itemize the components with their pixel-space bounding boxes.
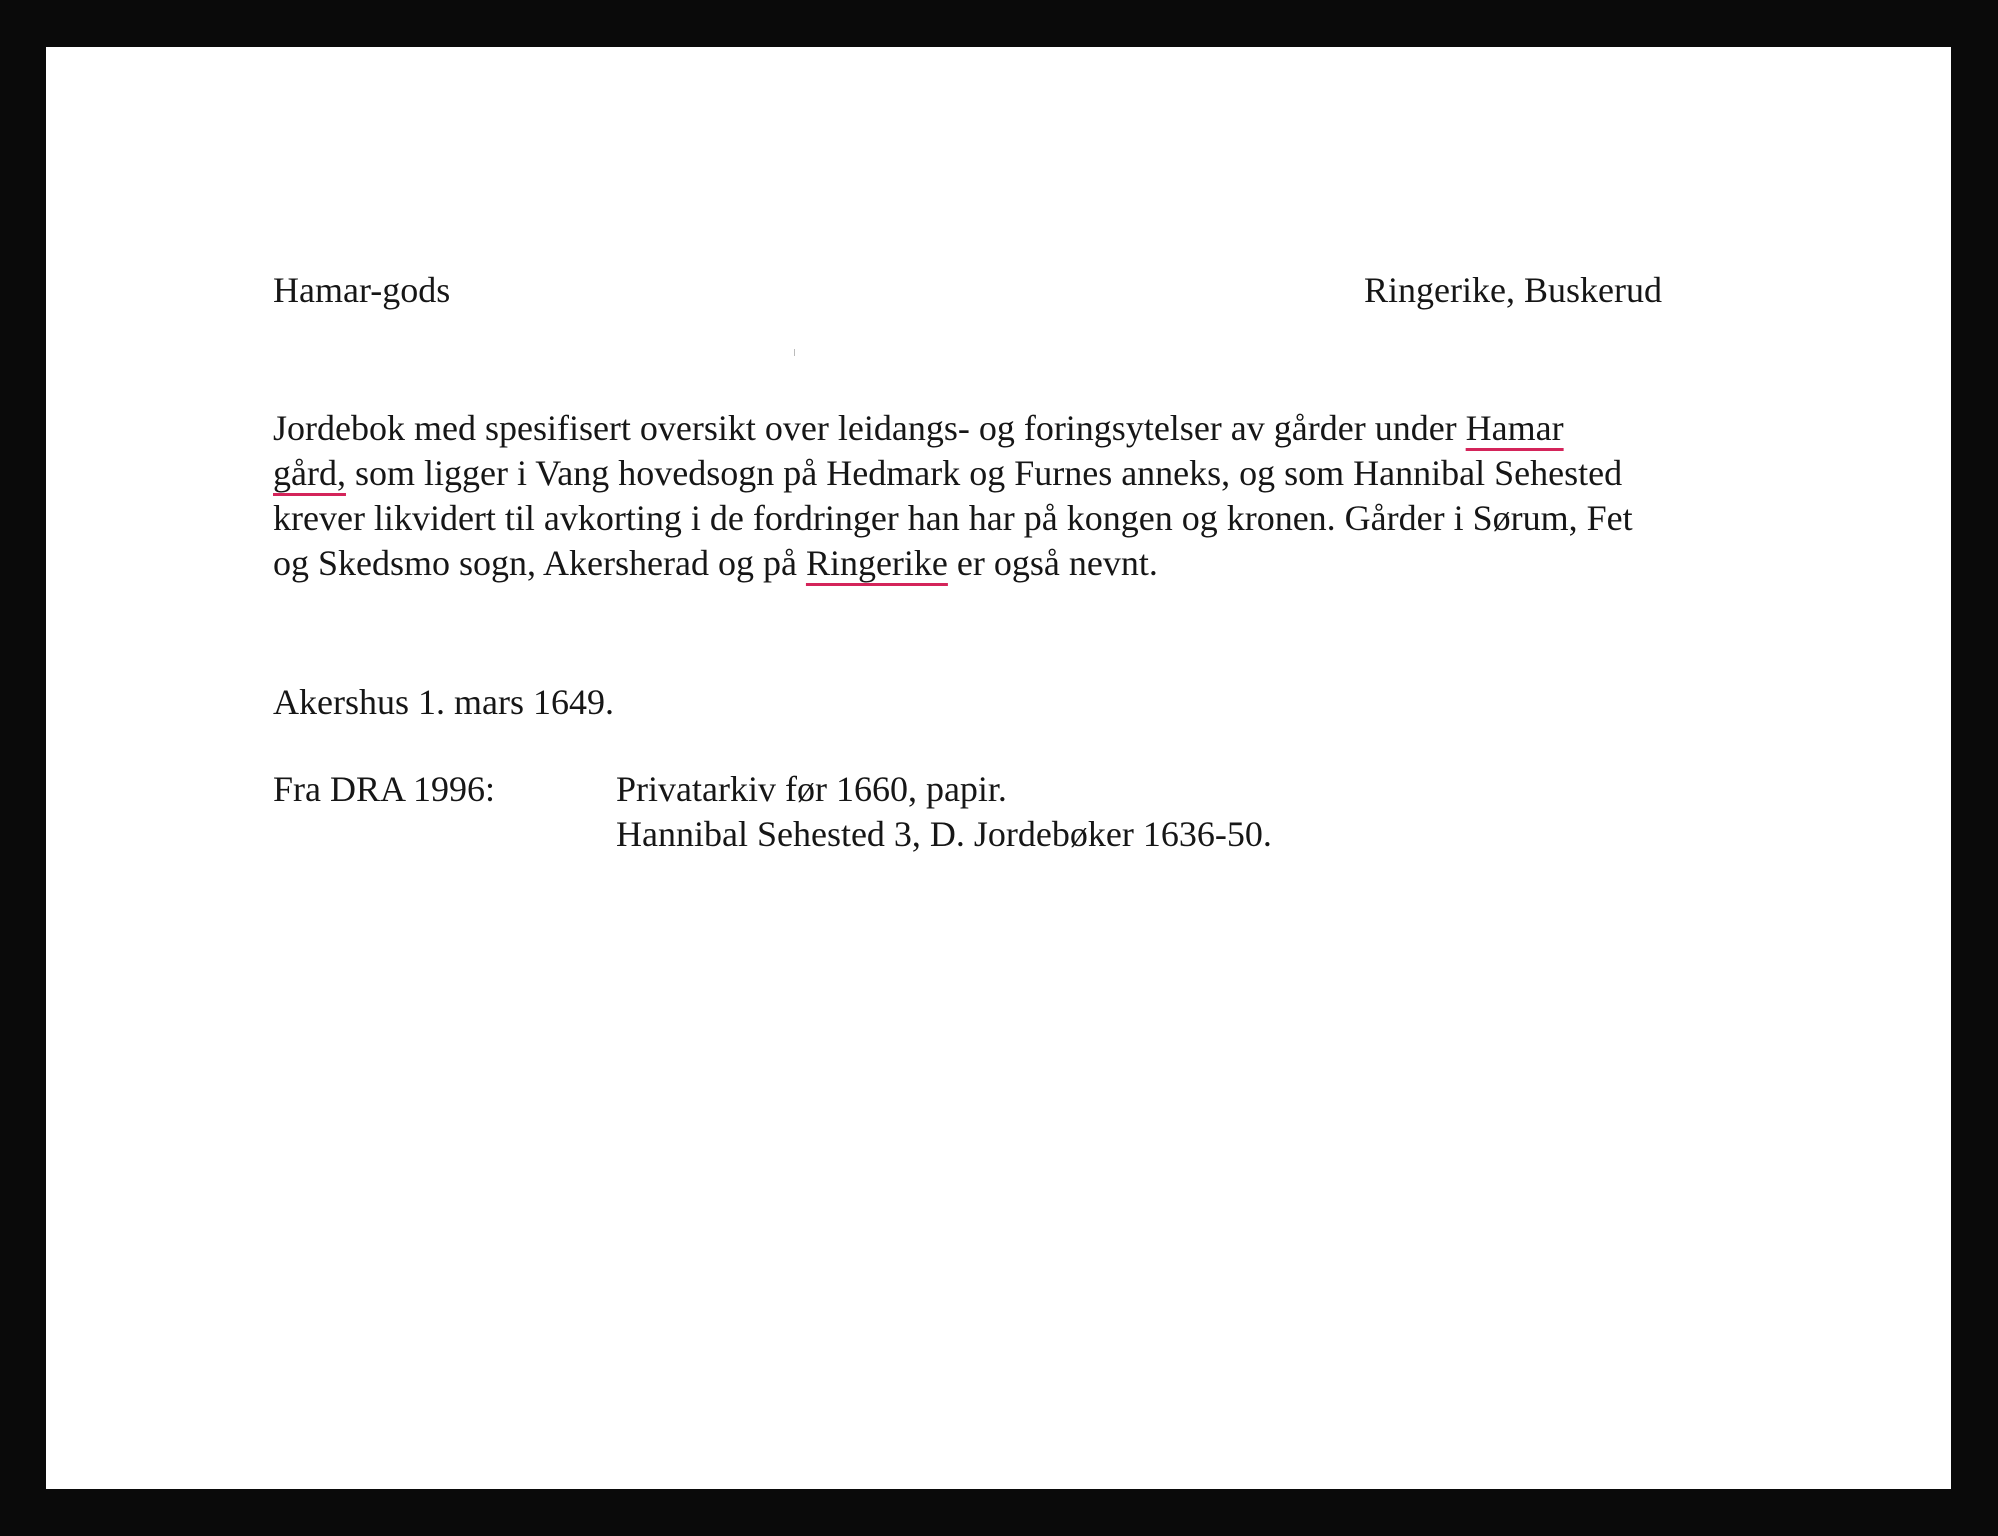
document-date: Akershus 1. mars 1649. xyxy=(273,682,614,722)
underlined-hamar: Hamar xyxy=(1465,408,1564,448)
description-line-1: Jordebok med spesifisert oversikt over leidangs- og foringsytelser av gårder under Hamar xyxy=(273,408,1564,448)
description-line-2: gård, som ligger i Vang hovedsogn på Hedmark og Furnes anneks, og som Hannibal Sehested xyxy=(273,453,1623,493)
document-description xyxy=(273,406,1793,586)
source-reference xyxy=(616,767,1272,857)
catalog-card xyxy=(46,47,1951,1489)
underlined-ringerike: Ringerike xyxy=(805,543,948,583)
description-line-3: krever likvidert til avkorting i de fordringer han har på kongen og kronen. Gårder i Sørum, Fet xyxy=(273,498,1633,538)
description-line-4: og Skedsmo sogn, Akersherad og på Ringerike er også nevnt. xyxy=(273,543,1158,583)
source-archive: Privatarkiv før 1660, papir. xyxy=(616,769,1007,809)
scan-speck xyxy=(794,349,795,356)
source-label: Fra DRA 1996: xyxy=(273,769,496,809)
collection-title: Hamar-gods xyxy=(273,270,451,310)
source-shelfmark: Hannibal Sehested 3, D. Jordebøker 1636-50. xyxy=(616,814,1272,854)
underlined-gard: gård, xyxy=(273,453,346,493)
region-label: Ringerike, Buskerud xyxy=(1364,270,1662,310)
